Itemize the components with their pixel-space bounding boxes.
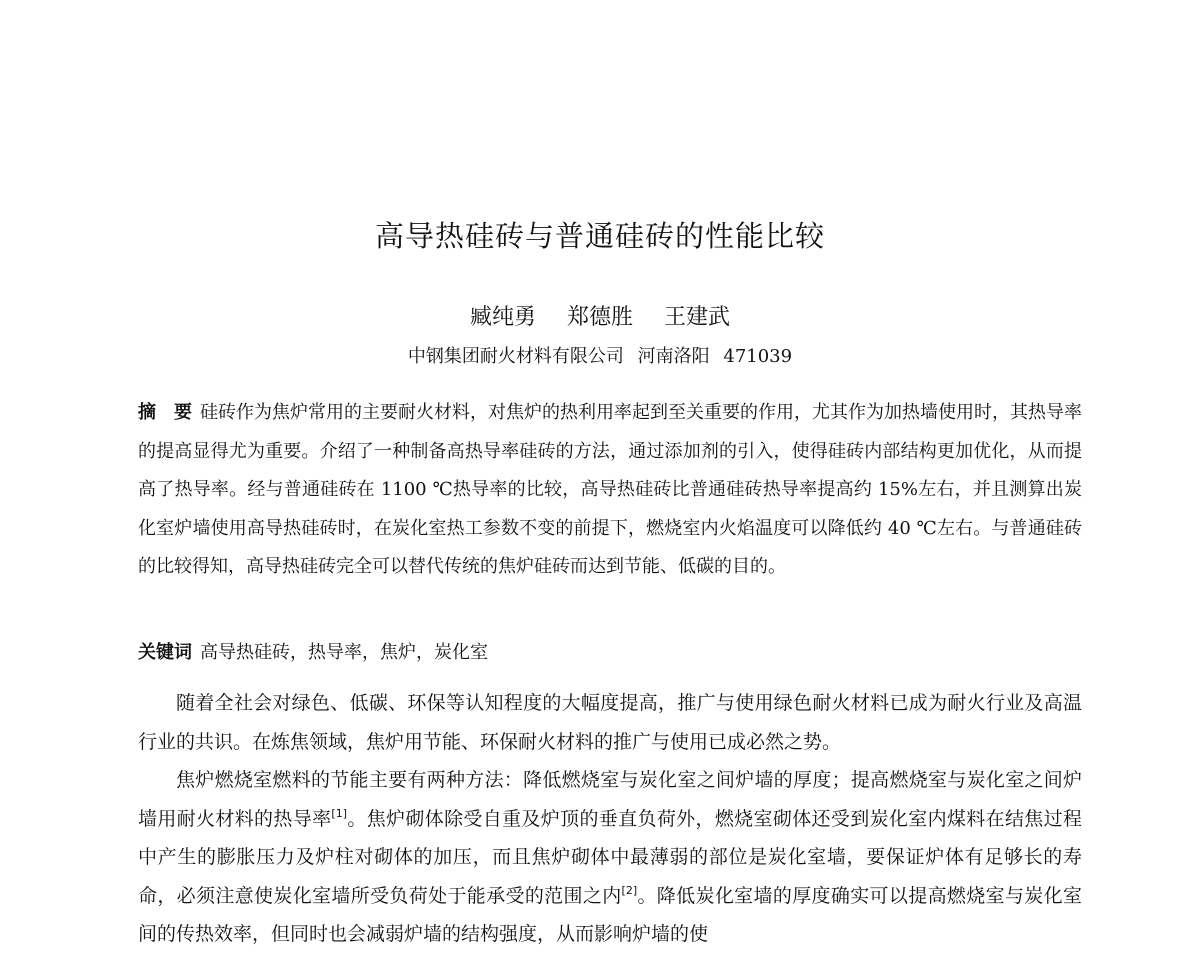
abstract xyxy=(138,394,1082,587)
affiliation-postcode: 471039 xyxy=(723,346,793,367)
abstract-text: 硅砖作为焦炉常用的主要耐火材料，对焦炉的热利用率起到至关重要的作用，尤其作为加热墙使用时，其热导率的提高显得尤为重要。介绍了一种制备高热导率硅砖的方法，通过添加剂的引入，使得硅砖内部结构更加优化，从而提高了热导率。经与普通硅砖在 1100 ℃热导率的比较，高导热硅砖比普通硅砖热导率提高约 15%左右，并且测算出炭化室炉墙使用高导热硅砖时，在炭化室热工参数不变的前提下，燃烧室内火焰温度可以降低约 40 ℃左右。与普通硅砖的比较得知，高导热硅砖完全可以替代传统的焦炉硅砖而达到节能、低碳的目的。 xyxy=(138,402,1082,577)
citation-ref: [2] xyxy=(621,883,638,897)
abstract-label: 摘 要 xyxy=(138,402,192,423)
body-paragraph xyxy=(138,761,1082,954)
paragraph-text: 。焦炉砌体除受自重及炉顶的垂直负荷外，燃烧室砌体还受到炭化室内煤料在结焦过程中产生的膨胀压力及炉柱对砌体的加压，而且焦炉砌体中最薄弱的部位是炭化室墙，要保证炉体有足够长的寿命，必须注意使炭化室墙所受负荷处于能承受的范围之内 xyxy=(138,807,1082,907)
paragraph-text: 。降低炭化室墙的厚度确实可以提高燃烧室与炭化室间的传热效率，但同时也会减弱炉墙的结构强度，从而影响炉墙的使 xyxy=(138,884,1082,945)
affiliation xyxy=(0,342,1200,368)
author-name: 臧纯勇 xyxy=(469,305,536,330)
keywords-label: 关键词 xyxy=(138,642,192,663)
citation-ref: [1] xyxy=(331,806,348,820)
affiliation-location: 河南洛阳 xyxy=(637,346,710,367)
keywords-text: 高导热硅砖，热导率，焦炉，炭化室 xyxy=(200,642,488,663)
author-name: 王建武 xyxy=(664,305,731,330)
paper-title: 高导热硅砖与普通硅砖的性能比较 xyxy=(374,219,825,253)
paragraph-text: 焦炉燃烧室燃料的节能主要有两种方法：降低燃烧室与炭化室之间炉墙的厚度；提高燃烧室与炭化室之间炉墙用耐火材料的热导率 xyxy=(138,769,1082,830)
body-paragraph: 随着全社会对绿色、低碳、环保等认知程度的大幅度提高，推广与使用绿色耐火材料已成为耐火行业及高温行业的共识。在炼焦领域，焦炉用节能、环保耐火材料的推广与使用已成必然之势。 xyxy=(138,692,1082,753)
affiliation-org: 中钢集团耐火材料有限公司 xyxy=(407,346,624,367)
keywords xyxy=(138,636,1082,670)
author-name: 郑德胜 xyxy=(566,305,633,330)
body-text xyxy=(138,684,1082,954)
author-list xyxy=(0,300,1200,331)
